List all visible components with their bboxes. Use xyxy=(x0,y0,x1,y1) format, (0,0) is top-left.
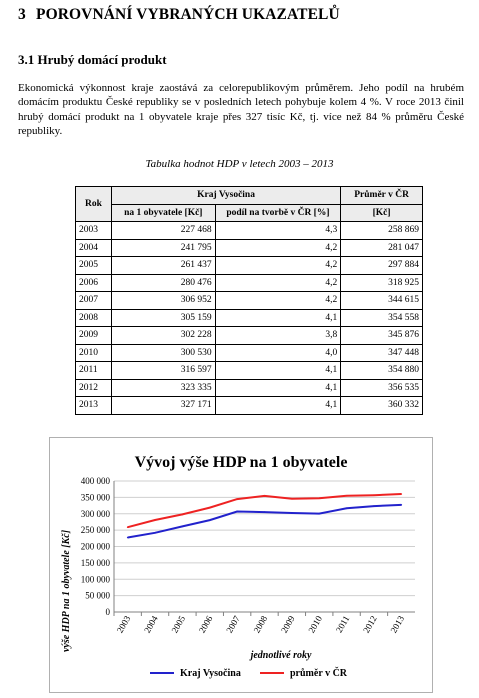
data-point xyxy=(209,507,211,509)
gdp-chart-svg xyxy=(50,438,432,692)
legend-label: Kraj Vysočina xyxy=(180,668,241,679)
cell-share: 4,1 xyxy=(215,309,341,327)
cell-per-capita: 305 159 xyxy=(111,309,215,327)
table-row xyxy=(76,344,423,362)
cell-per-capita: 300 530 xyxy=(111,344,215,362)
cell-year: 2004 xyxy=(76,239,112,257)
section-title: POROVNÁNÍ VYBRANÝCH UKAZATELŮ xyxy=(36,6,340,23)
cell-per-capita: 302 228 xyxy=(111,327,215,345)
data-point xyxy=(127,537,129,539)
y-tick-label: 200 000 xyxy=(80,541,110,552)
x-axis-label: jednotlivé roky xyxy=(250,650,312,661)
x-tick-label: 2008 xyxy=(251,614,270,635)
cell-avg: 360 332 xyxy=(341,397,423,415)
data-point xyxy=(236,511,238,513)
y-tick-label: 400 000 xyxy=(80,476,110,486)
x-tick-label: 2005 xyxy=(169,614,188,635)
data-point xyxy=(264,495,266,497)
table-row xyxy=(76,397,423,415)
cell-year: 2006 xyxy=(76,274,112,292)
y-tick-label: 100 000 xyxy=(80,574,110,585)
cell-share: 4,2 xyxy=(215,239,341,257)
table-row xyxy=(76,292,423,310)
cell-share: 4,2 xyxy=(215,274,341,292)
data-point xyxy=(209,519,211,521)
y-tick-label: 350 000 xyxy=(80,492,110,503)
cell-year: 2013 xyxy=(76,397,112,415)
table-caption: Tabulka hodnot HDP v letech 2003 – 2013 xyxy=(145,158,334,170)
cell-avg: 345 876 xyxy=(341,327,423,345)
cell-per-capita: 227 468 xyxy=(111,222,215,240)
data-point xyxy=(127,526,129,528)
body-paragraph: Ekonomická výkonnost kraje zaostává za celorepublikovým průměrem. Jeho podíl na hrubém domácím produktu České republiky se v posledních letech pohybuje kolem 4 %. V roce 2013 činil hrubý domácí produkt na 1 obyvatele kraje přes 327 tisíc Kč, tj. více než 84 % průměru České republiky. xyxy=(18,82,464,137)
cell-share: 4,0 xyxy=(215,344,341,362)
data-point xyxy=(291,512,293,514)
cell-share: 4,2 xyxy=(215,257,341,275)
data-point xyxy=(318,497,320,499)
data-point xyxy=(154,532,156,534)
table-row xyxy=(76,362,423,380)
data-point xyxy=(182,514,184,516)
data-point xyxy=(346,495,348,497)
cell-per-capita: 280 476 xyxy=(111,274,215,292)
table-row xyxy=(76,239,423,257)
y-tick-label: 150 000 xyxy=(80,557,110,568)
cell-share: 4,1 xyxy=(215,379,341,397)
y-axis-label: výše HDP na 1 obyvatele [Kč] xyxy=(61,529,72,653)
header-avg: Průměr v ČR xyxy=(341,187,423,205)
x-tick-label: 2012 xyxy=(361,614,379,635)
cell-per-capita: 323 335 xyxy=(111,379,215,397)
table-row xyxy=(76,309,423,327)
cell-year: 2003 xyxy=(76,222,112,240)
gdp-chart xyxy=(49,437,433,693)
cell-per-capita: 306 952 xyxy=(111,292,215,310)
data-point xyxy=(236,498,238,500)
data-point xyxy=(373,494,375,496)
table-row xyxy=(76,379,423,397)
x-tick-label: 2010 xyxy=(306,614,324,635)
header-kraj: Kraj Vysočina xyxy=(111,187,340,205)
data-point xyxy=(154,519,156,521)
cell-year: 2008 xyxy=(76,309,112,327)
cell-per-capita: 241 795 xyxy=(111,239,215,257)
header-per-capita: na 1 obyvatele [Kč] xyxy=(111,204,215,222)
x-tick-label: 2011 xyxy=(333,614,352,635)
data-point xyxy=(401,493,403,495)
data-point xyxy=(401,504,403,506)
section-heading xyxy=(18,6,340,24)
series-line-prumer-cr xyxy=(128,494,402,527)
table-row xyxy=(76,274,423,292)
cell-year: 2005 xyxy=(76,257,112,275)
cell-avg: 344 615 xyxy=(341,292,423,310)
cell-avg: 281 047 xyxy=(341,239,423,257)
section-number: 3 xyxy=(18,6,26,23)
cell-share: 3,8 xyxy=(215,327,341,345)
x-tick-label: 2013 xyxy=(388,614,407,635)
cell-per-capita: 316 597 xyxy=(111,362,215,380)
legend-label: průměr v ČR xyxy=(290,668,348,679)
table-row xyxy=(76,222,423,240)
subsection-heading: 3.1 Hrubý domácí produkt xyxy=(18,52,167,67)
x-tick-label: 2004 xyxy=(142,614,160,635)
data-point xyxy=(264,511,266,513)
cell-per-capita: 327 171 xyxy=(111,397,215,415)
x-tick-label: 2007 xyxy=(224,614,242,635)
cell-share: 4,1 xyxy=(215,397,341,415)
cell-year: 2009 xyxy=(76,327,112,345)
cell-share: 4,1 xyxy=(215,362,341,380)
header-avg-unit: [Kč] xyxy=(341,204,423,222)
data-point xyxy=(182,526,184,528)
cell-per-capita: 261 437 xyxy=(111,257,215,275)
data-point xyxy=(318,513,320,515)
x-tick-label: 2006 xyxy=(196,614,215,635)
y-tick-label: 250 000 xyxy=(80,525,110,536)
y-tick-label: 300 000 xyxy=(80,508,110,519)
cell-avg: 318 925 xyxy=(341,274,423,292)
cell-year: 2010 xyxy=(76,344,112,362)
gdp-table xyxy=(75,186,423,415)
cell-avg: 258 869 xyxy=(341,222,423,240)
series-line-kraj-vysocina xyxy=(128,505,402,538)
data-point xyxy=(373,505,375,507)
cell-year: 2007 xyxy=(76,292,112,310)
header-share: podíl na tvorbě v ČR [%] xyxy=(215,204,341,222)
table-row xyxy=(76,327,423,345)
x-tick-label: 2009 xyxy=(278,614,297,635)
y-tick-label: 0 xyxy=(105,607,110,617)
data-point xyxy=(291,498,293,500)
cell-avg: 354 880 xyxy=(341,362,423,380)
cell-avg: 297 884 xyxy=(341,257,423,275)
cell-year: 2012 xyxy=(76,379,112,397)
cell-avg: 354 558 xyxy=(341,309,423,327)
cell-year: 2011 xyxy=(76,362,112,380)
cell-share: 4,3 xyxy=(215,222,341,240)
header-rok: Rok xyxy=(76,187,112,222)
chart-title: Vývoj výše HDP na 1 obyvatele xyxy=(134,454,348,471)
cell-avg: 347 448 xyxy=(341,344,423,362)
cell-avg: 356 535 xyxy=(341,379,423,397)
table-row xyxy=(76,257,423,275)
cell-share: 4,2 xyxy=(215,292,341,310)
x-tick-label: 2003 xyxy=(114,614,133,635)
y-tick-label: 50 000 xyxy=(85,590,110,601)
data-point xyxy=(346,508,348,510)
